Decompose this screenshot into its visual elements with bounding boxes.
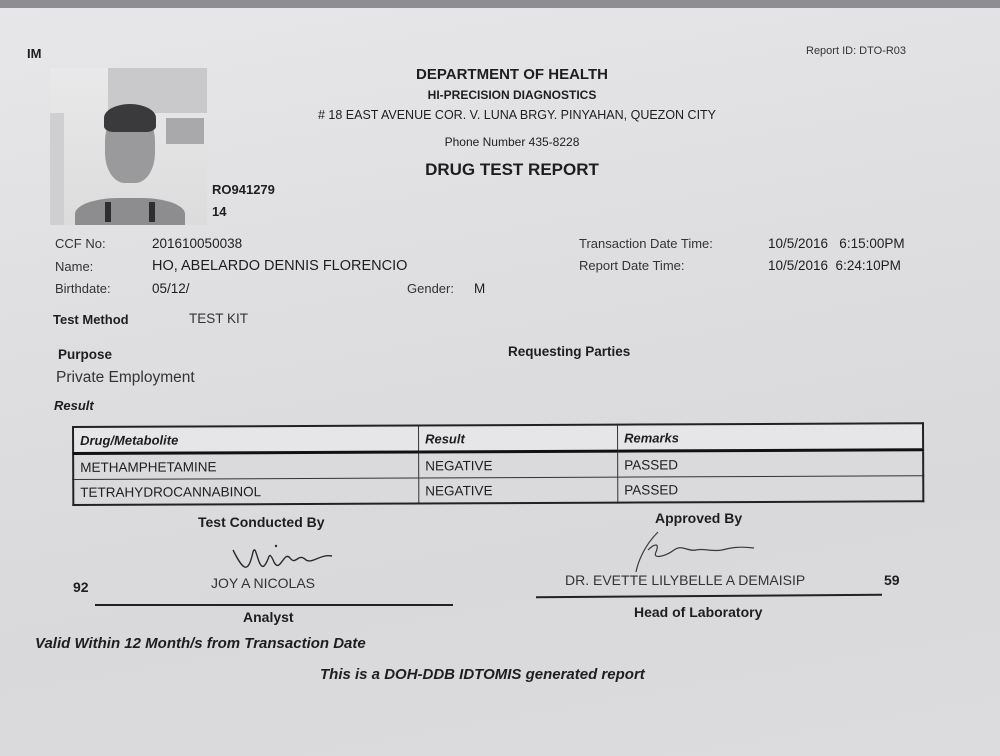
photo-number: 14 <box>212 204 227 219</box>
approved-by-label: Approved By <box>655 510 743 526</box>
purpose-label: Purpose <box>58 347 113 362</box>
test-method-label: Test Method <box>53 312 129 327</box>
result-section-label: Result <box>54 398 94 413</box>
photo-background-panel <box>166 118 204 144</box>
photo-code: RO941279 <box>212 182 275 197</box>
test-method-value: TEST KIT <box>189 311 249 326</box>
drug-test-report-document <box>0 8 1000 756</box>
department-heading: DEPARTMENT OF HEALTH <box>416 66 608 83</box>
analyst-number: 92 <box>73 579 89 595</box>
gender-label: Gender: <box>407 281 454 296</box>
report-title: DRUG TEST REPORT <box>425 160 599 179</box>
remarks-cell: PASSED <box>618 450 924 477</box>
test-conducted-by-label: Test Conducted By <box>198 514 325 530</box>
head-signature-icon <box>630 528 770 576</box>
analyst-signature-line <box>95 604 453 606</box>
validity-note: Valid Within 12 Month/s from Transaction Date <box>35 635 366 652</box>
name-label: Name: <box>55 259 94 274</box>
column-header-drug: Drug/Metabolite <box>73 425 419 453</box>
applicant-photo <box>50 68 207 225</box>
laboratory-address: # 18 EAST AVENUE COR. V. LUNA BRGY. PINYAHAN, QUEZON CITY <box>317 108 717 122</box>
requesting-parties-label: Requesting Parties <box>508 344 631 359</box>
analyst-role: Analyst <box>243 609 294 625</box>
name-value: HO, ABELARDO DENNIS FLORENCIO <box>152 258 408 274</box>
results-table-header-row <box>73 423 923 453</box>
photo-background-frame <box>50 113 64 225</box>
ccf-label: CCF No: <box>55 236 106 251</box>
photo-person-hair <box>104 104 156 132</box>
column-header-remarks: Remarks <box>617 423 923 451</box>
generated-report-note: This is a DOH-DDB IDTOMIS generated report <box>320 666 645 683</box>
result-cell: NEGATIVE <box>419 451 618 478</box>
result-cell: NEGATIVE <box>419 477 618 503</box>
laboratory-phone: Phone Number 435-8228 <box>444 135 580 149</box>
report-datetime-value: 10/5/2016 6:24:10PM <box>768 258 901 273</box>
results-table <box>72 422 924 506</box>
drug-cell: METHAMPHETAMINE <box>73 452 419 480</box>
birthdate-label: Birthdate: <box>55 281 111 296</box>
column-header-result: Result <box>419 425 618 452</box>
transaction-datetime-label: Transaction Date Time: <box>579 236 713 251</box>
analyst-name: JOY A NICOLAS <box>211 575 316 591</box>
drug-cell: TETRAHYDROCANNABINOL <box>73 478 419 505</box>
gender-value: M <box>474 281 486 296</box>
laboratory-name: HI-PRECISION DIAGNOSTICS <box>427 88 597 102</box>
head-of-lab-name: DR. EVETTE LILYBELLE A DEMAISIP <box>565 572 806 588</box>
table-row <box>73 450 923 480</box>
remarks-cell: PASSED <box>618 476 924 503</box>
photo-person-collar <box>105 202 155 222</box>
birthdate-value: 05/12/ <box>152 281 190 296</box>
report-id: Report ID: DTO-R03 <box>806 45 907 57</box>
analyst-signature-icon <box>228 540 348 580</box>
corner-code: IM <box>27 46 42 61</box>
head-signature-line <box>536 594 882 598</box>
table-row <box>73 476 923 505</box>
head-of-lab-role: Head of Laboratory <box>634 604 763 620</box>
transaction-datetime-value: 10/5/2016 6:15:00PM <box>768 236 905 251</box>
purpose-value: Private Employment <box>56 369 195 386</box>
report-datetime-label: Report Date Time: <box>579 258 685 273</box>
head-of-lab-number: 59 <box>884 572 900 588</box>
ccf-value: 201610050038 <box>152 236 243 251</box>
